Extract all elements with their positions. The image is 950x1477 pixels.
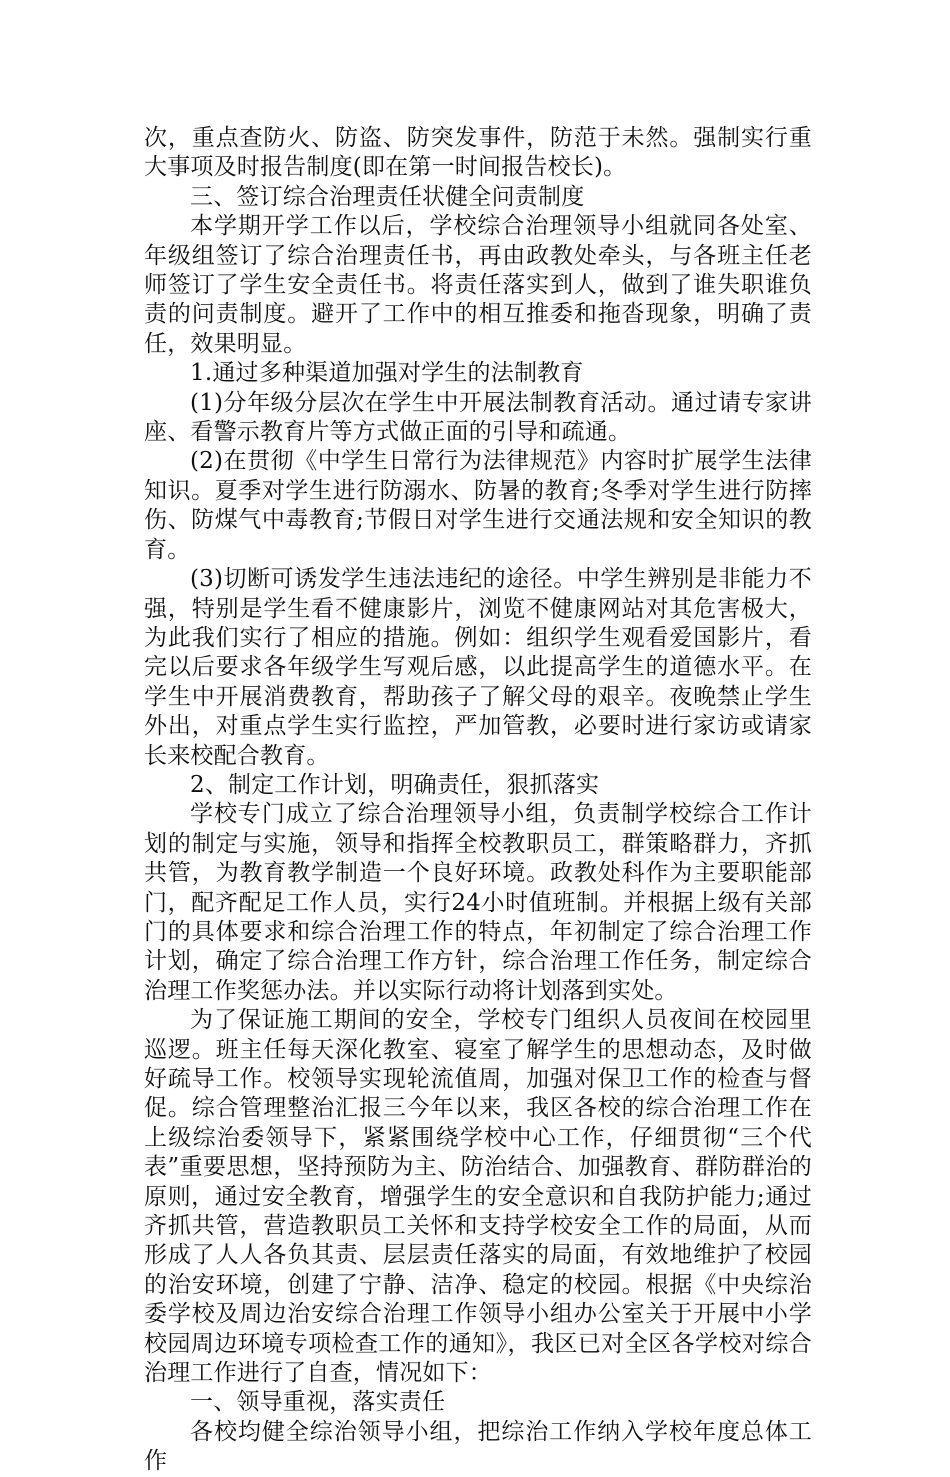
paragraph: (2)在贯彻《中学生日常行为法律规范》内容时扩展学生法律知识。夏季对学生进行防溺水、防暑的教育;冬季对学生进行防摔伤、防煤气中毒教育;节假日对学生进行交通法规和安全知识的教育。 xyxy=(144,448,812,563)
body-text xyxy=(144,124,812,1477)
subsection-heading: 1.通过多种渠道加强对学生的法制教育 xyxy=(190,360,584,387)
paragraph: 学校专门成立了综合治理领导小组，负责制学校综合工作计划的制定与实施，领导和指挥全校教职员工，群策略群力，齐抓共管，为教育教学制造一个良好环境。政教处科作为主要职能部门，配齐配足工作人员，实行24小时值班制。并根据上级有关部门的具体要求和综合治理工作的特点，年初制定了综合治理工作计划，确定了综合治理工作方针，综合治理工作任务，制定综合治理工作奖惩办法。并以实际行动将计划落到实处。 xyxy=(144,801,812,1004)
paragraph: (3)切断可诱发学生违法违纪的途径。中学生辨别是非能力不强，特别是学生看不健康影片，浏览不健康网站对其危害极大，为此我们实行了相应的措施。例如：组织学生观看爱国影片，看完以后要求各年级学生写观后感，以此提高学生的道德水平。在学生中开展消费教育，帮助孩子了解父母的艰辛。夜晚禁止学生外出，对重点学生实行监控，严加管教，必要时进行家访或请家长来校配合教育。 xyxy=(144,566,812,769)
section-heading: 一、领导重视，落实责任 xyxy=(190,1389,446,1416)
paragraph: (1)分年级分层次在学生中开展法制教育活动。通过请专家讲座、看警示教育片等方式做正面的引导和疏通。 xyxy=(144,389,812,446)
paragraph: 为了保证施工期间的安全，学校专门组织人员夜间在校园里巡逻。班主任每天深化教室、寝室了解学生的思想动态，及时做好疏导工作。校领导实现轮流值周，加强对保卫工作的检查与督促。综合管理整治汇报三今年以来，我区各校的综合治理工作在上级综治委领导下，紧紧围绕学校中心工作，仔细贯彻“三个代表”重要思想，坚持预防为主、防治结合、加强教育、群防群治的原则，通过安全教育，增强学生的安全意识和自我防护能力;通过齐抓共管，营造教职员工关怀和支持学校安全工作的局面，从而形成了人人各负其责、层层责任落实的局面，有效地维护了校园的治安环境，创建了宁静、洁净、稳定的校园。根据《中央综治委学校及周边治安综合治理工作领导小组办公室关于开展中小学校园周边环境专项检查工作的通知》，我区已对全区各学校对综合治理工作进行了自查，情况如下： xyxy=(144,1007,812,1387)
subsection-heading: 2、制定工作计划，明确责任，狠抓落实 xyxy=(190,771,600,798)
paragraph: 各校均健全综治领导小组，把综治工作纳入学校年度总体工作 xyxy=(144,1418,812,1475)
section-heading: 三、签订综合治理责任状健全问责制度 xyxy=(190,183,585,210)
paragraph: 次，重点查防火、防盗、防突发事件，防范于未然。强制实行重大事项及时报告制度(即在第一时间报告校长)。 xyxy=(144,125,812,181)
paragraph: 本学期开学工作以后，学校综合治理领导小组就同各处室、年级组签订了综合治理责任书，再由政教处牵头，与各班主任老师签订了学生安全责任书。将责任落实到人，做到了谁失职谁负责的问责制度。避开了工作中的相互推委和拖沓现象，明确了责任，效果明显。 xyxy=(144,213,812,357)
